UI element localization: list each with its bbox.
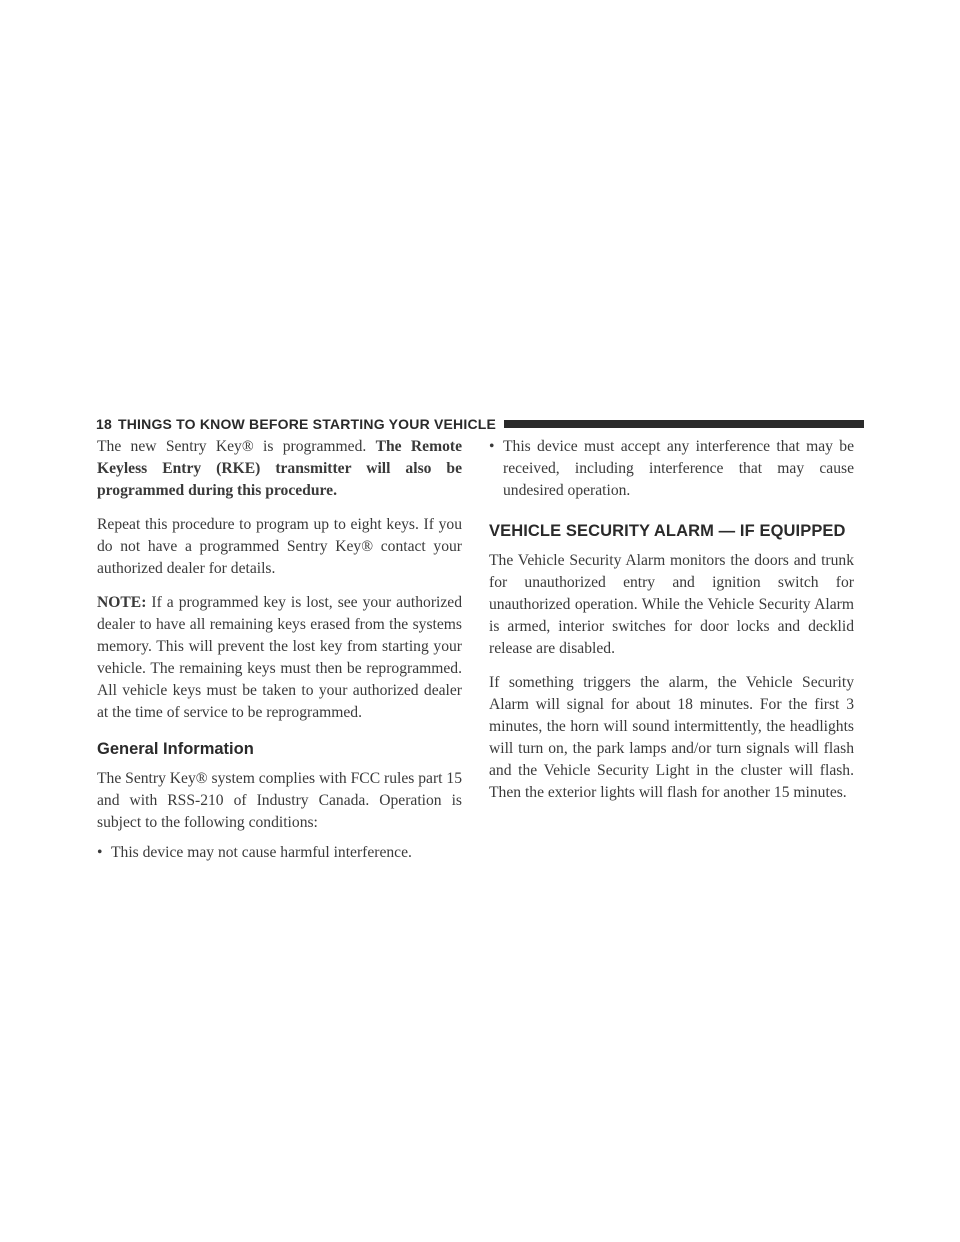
note-label: NOTE: [97,594,147,611]
bullet-icon: • [97,844,103,861]
paragraph-alarm-triggers: If something triggers the alarm, the Vehicle Security Alarm will signal for about 18 minutes. For the first 3 minutes, the horn will sound intermittently, the headlights will turn on, the park lamps and/or turn signals will flash and the Vehicle Security Light in the cluster will flash. Then the exterior lights will flash for another 15 minutes. [489,674,854,801]
list-item [489,436,854,502]
paragraph-note [97,592,462,724]
programmed-text: The new Sentry Key® is programmed. [97,438,367,455]
header-rule [504,420,864,428]
paragraph-alarm-monitors: The Vehicle Security Alarm monitors the doors and trunk for unauthorized entry and ignition switch for unauthorized operation. While the Vehicle Security Alarm is armed, interior switches for door locks and decklid release are disabled. [489,552,854,657]
paragraph-programmed [97,436,462,502]
security-alarm-heading: VEHICLE SECURITY ALARM — IF EQUIPPED [489,522,846,540]
paragraph-repeat: Repeat this procedure to program up to eight keys. If you do not have a programmed Sentry Key® contact your authorized dealer for details. [97,516,462,577]
running-title: THINGS TO KNOW BEFORE STARTING YOUR VEHICLE [117,416,497,432]
rke-note-bold: The Remote Keyless Entry (RKE) transmitter will also be programmed during this procedure. [97,438,462,499]
note-text: If a programmed key is lost, see your authorized dealer to have all remaining keys erased from the systems memory. This will prevent the lost key from starting your vehicle. The remaining keys must then be reprogrammed. All vehicle keys must be taken to your authorized dealer at the time of service to be reprogrammed. [97,594,462,721]
bullet-text: This device must accept any interference that may be received, including interference that may cause undesired operation. [503,438,854,499]
bullet-text: This device may not cause harmful interference. [111,844,412,861]
general-information-heading: General Information [97,740,254,758]
page-number: 18 [96,416,112,432]
bullet-icon: • [489,438,495,455]
list-item [97,842,462,864]
left-column [97,436,462,876]
page-header [96,416,864,432]
right-column [489,436,854,816]
paragraph-fcc: The Sentry Key® system complies with FCC rules part 15 and with RSS-210 of Industry Canada. Operation is subject to the following conditions: [97,770,462,831]
